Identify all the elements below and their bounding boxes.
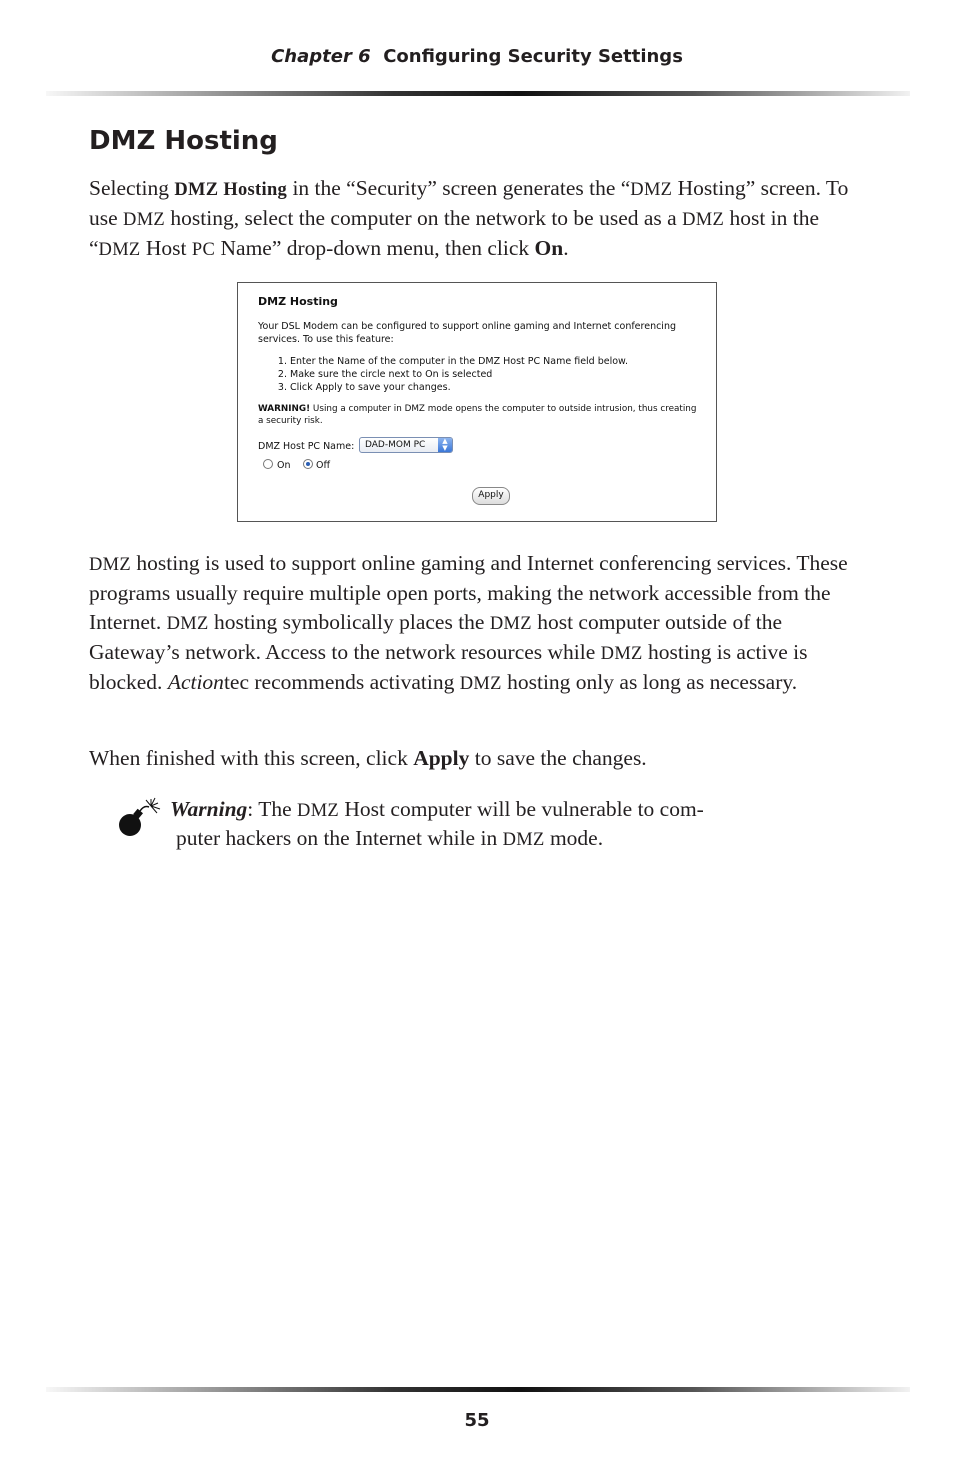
chapter-title: Configuring Security Settings <box>383 46 683 67</box>
running-header <box>0 46 954 67</box>
dmz-host-select[interactable] <box>359 437 453 453</box>
header-rule <box>46 91 910 96</box>
select-arrows-icon: ▲ ▼ <box>438 438 452 452</box>
screenshot-title: DMZ Hosting <box>258 295 338 308</box>
radio-on[interactable] <box>263 459 273 469</box>
screenshot-description: Your DSL Modem can be configured to support online gaming and Internet conferencing services. To use this feature: <box>258 321 676 345</box>
warning-line-2: puter hackers on the Internet while in DMZ mode. <box>176 826 604 850</box>
warning-line-1: Warning: The DMZ Host computer will be vulnerable to com- <box>170 797 704 821</box>
bomb-icon <box>118 797 164 837</box>
screenshot-warning: WARNING! Using a computer in DMZ mode opens the computer to outside intrusion, thus creating a security risk. <box>258 404 697 426</box>
chapter-label: Chapter 6 <box>271 46 371 67</box>
radio-off-label: Off <box>316 460 331 471</box>
step-item: 2. Make sure the circle next to On is selected <box>290 368 628 381</box>
apply-instruction: When finished with this screen, click Apply to save the changes. <box>89 746 647 770</box>
screenshot-steps <box>272 355 628 394</box>
footer-rule <box>46 1387 910 1392</box>
apply-button[interactable]: Apply <box>472 487 510 505</box>
dmz-host-label: DMZ Host PC Name: <box>258 441 355 452</box>
dmz-host-select-value: DAD-MOM PC <box>365 440 426 450</box>
dmz-hosting-screenshot <box>237 282 717 522</box>
body-paragraph: DMZ hosting is used to support online gaming and Internet conferencing services. These programs usually require multiple open ports, making the network accessible from the Internet. DMZ hosting symbolically places the DMZ host computer outside of the Gateway’s network. Access to the network resources while DMZ hosting is active is blocked. Actiontec recommends activating DMZ hosting only as long as necessary. <box>89 551 848 694</box>
step-item: 3. Click Apply to save your changes. <box>290 381 628 394</box>
section-title: DMZ Hosting <box>89 126 278 156</box>
intro-paragraph: Selecting DMZ Hosting in the “Security” screen generates the “DMZ Hosting” screen. To use DMZ hosting, select the computer on the network to be used as a DMZ host in the “DMZ Host PC Name” drop-down menu, then click On. <box>89 176 849 260</box>
step-item: 1. Enter the Name of the computer in the DMZ Host PC Name field below. <box>290 355 628 368</box>
radio-on-label: On <box>277 460 291 471</box>
radio-off[interactable] <box>303 459 313 469</box>
page-number: 55 <box>464 1410 490 1431</box>
